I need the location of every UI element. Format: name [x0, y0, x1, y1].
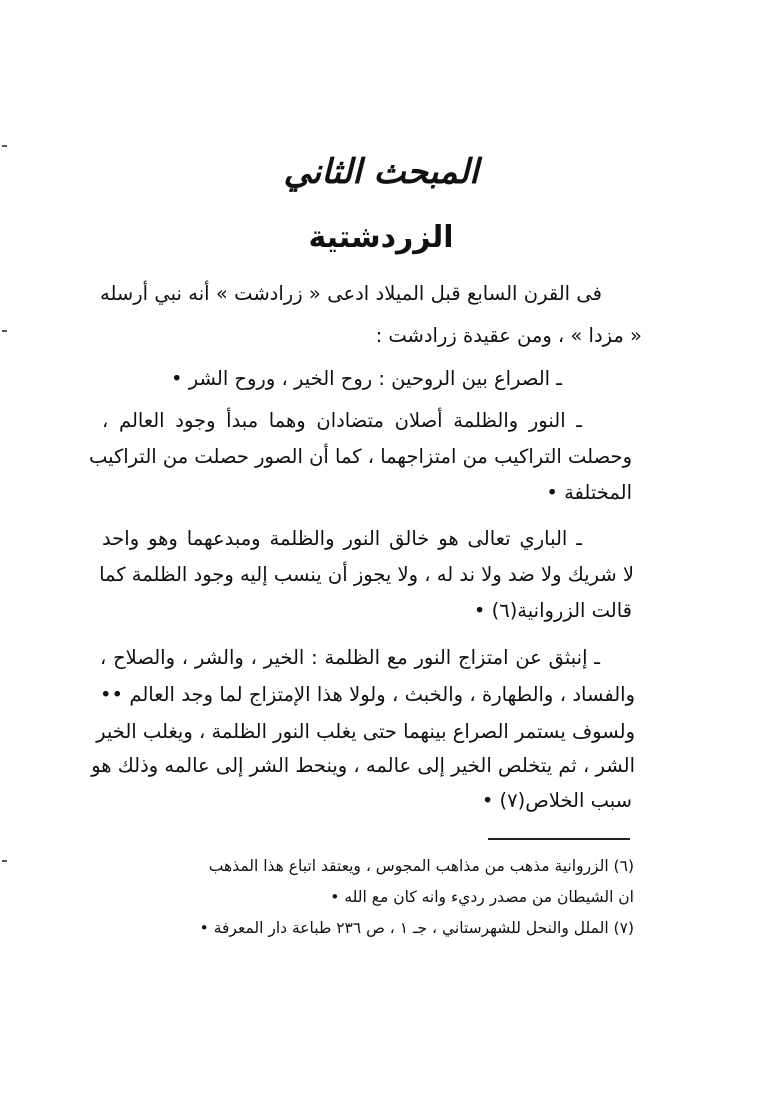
footnote-line: (٧) الملل والنحل للشهرستاني ، جـ ١ ، ص ٢٣٦ طباعة دار المعرفة • — [199, 919, 634, 937]
footnote-line: (٦) الزروانية مذهب من مذاهب المجوس ، ويعتقد اتباع هذا المذهب — [208, 857, 634, 875]
edge-mark — [2, 860, 7, 862]
body-line: المختلفة • — [546, 481, 632, 504]
body-line: ـ إنبثق عن امتزاج النور مع الظلمة : الخير ، والشر ، والصلاح ، — [100, 646, 600, 669]
body-line: سبب الخلاص(٧) • — [481, 789, 632, 812]
footnote-line: ان الشيطان من مصدر رديء وانه كان مع الله • — [330, 888, 634, 906]
chapter-heading: المبحث الثاني — [283, 152, 479, 192]
body-line: فى القرن السابع قبل الميلاد ادعى « زرادشت » أنه نبي أرسله — [100, 282, 602, 305]
body-line: لا شريك ولا ضد ولا ند له ، ولا يجوز أن ينسب إليه وجود الظلمة كما — [99, 563, 634, 586]
body-line: والفساد ، والطهارة ، والخبث ، ولولا هذا الإمتزاج لما وجد العالم •• — [100, 683, 635, 706]
body-line: ـ الصراع بين الروحين : روح الخير ، وروح الشر • — [171, 367, 562, 390]
section-heading: الزردشتية — [308, 220, 454, 255]
body-line: ـ الباري تعالى هو خالق النور والظلمة ومبدعهما وهو واحد — [102, 527, 582, 550]
body-line: قالت الزروانية(٦) • — [473, 599, 632, 622]
footnote-divider — [488, 838, 630, 840]
body-line: الشر ، ثم يتخلص الخير إلى عالمه ، وينحط الشر إلى عالمه وذلك هو — [91, 754, 635, 777]
body-line: « مزدا » ، ومن عقيدة زرادشت : — [375, 324, 642, 347]
edge-mark — [2, 330, 7, 332]
body-line: ـ النور والظلمة أصلان متضادان وهما مبدأ وجود العالم ، — [102, 409, 582, 432]
body-line: ولسوف يستمر الصراع بينهما حتى يغلب النور الظلمة ، ويغلب الخير — [96, 720, 635, 743]
body-line: وحصلت التراكيب من امتزاجهما ، كما أن الصور حصلت من التراكيب — [88, 445, 632, 468]
